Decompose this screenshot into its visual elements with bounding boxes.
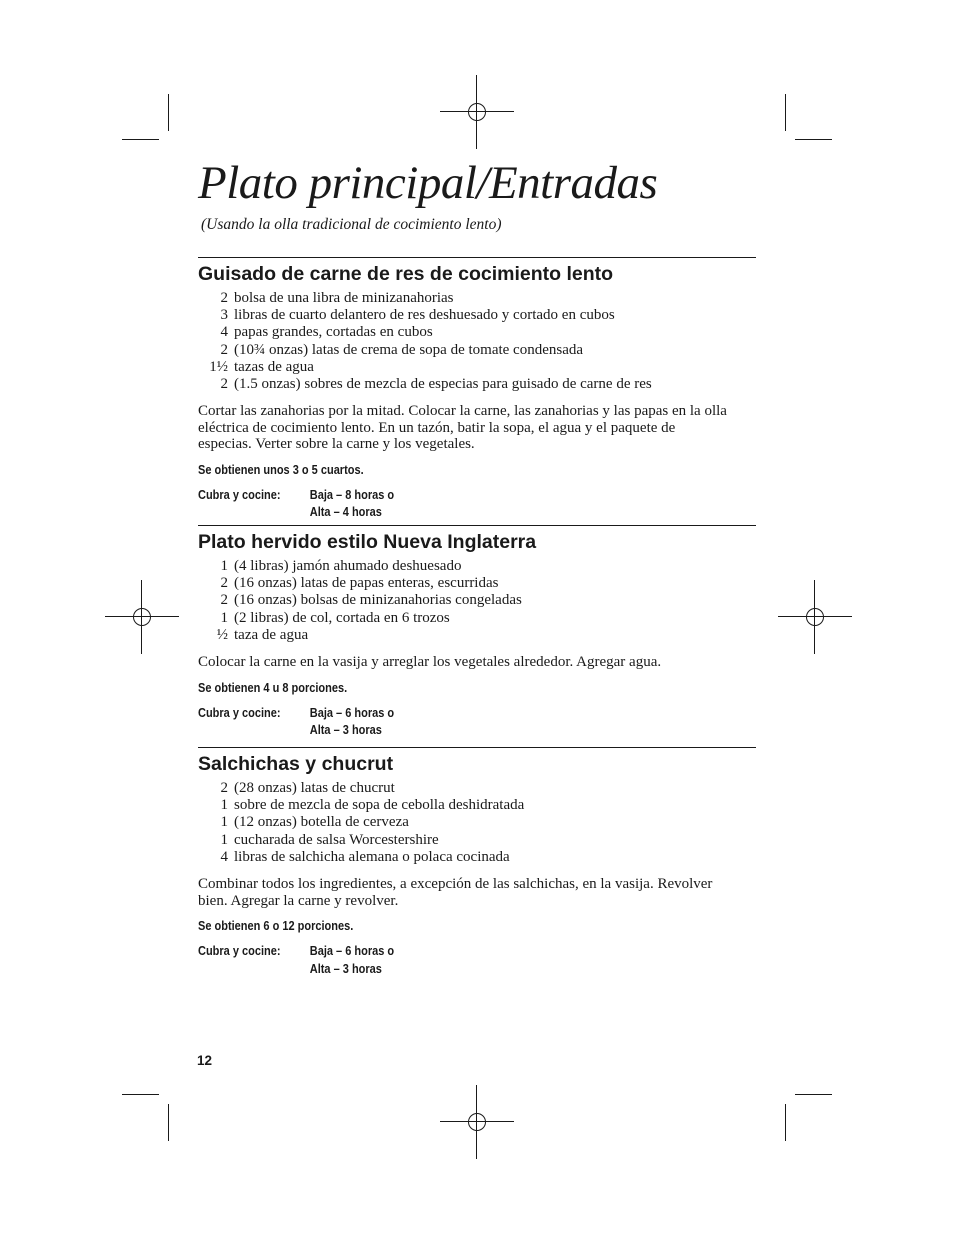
crop-mark xyxy=(785,1104,786,1141)
ingredient-text: (16 onzas) bolsas de minizanahorias congeladas xyxy=(234,592,522,609)
registration-mark xyxy=(440,1085,514,1159)
ingredient-text: bolsa de una libra de minizanahorias xyxy=(234,290,454,306)
ingredient-text: (2 libras) de col, cortada en 6 trozos xyxy=(234,609,450,626)
ingredient-list xyxy=(198,780,756,866)
ingredient-item xyxy=(198,797,756,814)
section-divider xyxy=(198,525,756,526)
ingredient-qty: 1 xyxy=(220,558,228,574)
crop-mark xyxy=(785,94,786,131)
registration-mark xyxy=(440,75,514,149)
crop-mark xyxy=(168,94,169,131)
cook-high: Alta – 3 horas xyxy=(309,961,382,976)
crop-mark xyxy=(795,139,832,140)
cook-times xyxy=(310,487,394,522)
cook-times xyxy=(310,705,394,740)
crop-mark xyxy=(795,1094,832,1095)
page-title: Plato principal/Entradas xyxy=(198,157,658,209)
ingredient-item xyxy=(198,376,756,393)
ingredient-qty: 2 xyxy=(220,290,228,306)
recipe-yield: Se obtienen 4 u 8 porciones. xyxy=(198,680,348,695)
cook-label: Cubra y cocine: xyxy=(198,705,281,720)
ingredient-qty: ½ xyxy=(216,626,228,643)
ingredient-item xyxy=(198,780,756,797)
ingredient-item xyxy=(198,849,756,866)
cook-label: Cubra y cocine: xyxy=(198,487,281,502)
recipe-yield: Se obtienen 6 o 12 porciones. xyxy=(198,919,354,934)
recipe-title: Plato hervido estilo Nueva Inglaterra xyxy=(198,531,537,553)
cook-instructions xyxy=(198,705,689,740)
ingredient-item xyxy=(198,592,756,609)
recipe-guisado xyxy=(198,257,756,522)
ingredient-text: (16 onzas) latas de papas enteras, escurridas xyxy=(234,575,499,592)
ingredient-text: papas grandes, cortadas en cubos xyxy=(234,324,433,341)
ingredient-qty: 2 xyxy=(220,780,228,796)
ingredient-text: (1.5 onzas) sobres de mezcla de especias para guisado de carne de res xyxy=(234,376,652,393)
cook-low: Baja – 8 horas o xyxy=(309,487,395,502)
ingredient-list xyxy=(198,290,756,393)
ingredient-qty: 1½ xyxy=(209,358,228,375)
ingredient-list xyxy=(198,558,756,644)
ingredient-qty: 2 xyxy=(220,341,228,358)
ingredient-item xyxy=(198,627,756,644)
ingredient-text: tazas de agua xyxy=(234,358,314,375)
recipe-method: Combinar todos los ingredientes, a excepción de las salchichas, en la vasija. Revolver bien. Agregar la carne y revolver. xyxy=(198,876,713,909)
cook-low: Baja – 6 horas o xyxy=(309,705,395,720)
cook-low: Baja – 6 horas o xyxy=(309,944,395,959)
ingredient-qty: 1 xyxy=(220,797,228,814)
section-divider xyxy=(198,257,756,258)
ingredient-item xyxy=(198,832,756,849)
recipe-title: Salchichas y chucrut xyxy=(198,753,394,775)
cook-high: Alta – 4 horas xyxy=(309,505,382,520)
ingredient-qty: 1 xyxy=(220,814,228,831)
ingredient-text: libras de cuarto delantero de res deshuesado y cortado en cubos xyxy=(234,307,615,324)
crop-mark xyxy=(122,139,159,140)
cook-instructions xyxy=(198,943,689,978)
cook-label: Cubra y cocine: xyxy=(198,944,281,959)
ingredient-item xyxy=(198,359,756,376)
recipe-title: Guisado de carne de res de cocimiento lento xyxy=(198,263,614,285)
page-number: 12 xyxy=(197,1053,213,1068)
ingredient-item xyxy=(198,342,756,359)
ingredient-text: libras de salchicha alemana o polaca cocinada xyxy=(234,848,510,865)
registration-mark xyxy=(105,580,179,654)
ingredient-qty: 2 xyxy=(220,376,228,393)
cook-times xyxy=(310,943,394,978)
ingredient-item xyxy=(198,558,756,575)
cook-high: Alta – 3 horas xyxy=(309,723,382,738)
ingredient-item xyxy=(198,814,756,831)
crop-mark xyxy=(122,1094,159,1095)
crop-mark xyxy=(168,1104,169,1141)
ingredient-item xyxy=(198,290,756,307)
ingredient-text: sobre de mezcla de sopa de cebolla deshidratada xyxy=(234,797,525,814)
ingredient-text: taza de agua xyxy=(234,626,309,643)
ingredient-item xyxy=(198,324,756,341)
recipe-salchichas xyxy=(198,747,756,978)
ingredient-qty: 3 xyxy=(220,307,228,324)
cook-instructions xyxy=(198,487,689,522)
recipe-method: Colocar la carne en la vasija y arreglar los vegetales alrededor. Agregar agua. xyxy=(198,654,662,671)
ingredient-item xyxy=(198,610,756,627)
ingredient-item xyxy=(198,307,756,324)
ingredient-qty: 1 xyxy=(220,831,228,848)
registration-mark xyxy=(778,580,852,654)
section-divider xyxy=(198,747,756,748)
page-subtitle: (Usando la olla tradicional de cocimiento lento) xyxy=(201,216,502,233)
ingredient-qty: 2 xyxy=(220,575,228,592)
ingredient-text: (4 libras) jamón ahumado deshuesado xyxy=(234,558,462,574)
ingredient-item xyxy=(198,575,756,592)
recipe-yield: Se obtienen unos 3 o 5 cuartos. xyxy=(198,462,364,477)
ingredient-text: (12 onzas) botella de cerveza xyxy=(234,814,409,831)
ingredient-qty: 2 xyxy=(220,592,228,609)
ingredient-text: (28 onzas) latas de chucrut xyxy=(234,780,395,796)
ingredient-text: (10¾ onzas) latas de crema de sopa de tomate condensada xyxy=(234,341,584,358)
ingredient-qty: 4 xyxy=(220,324,228,341)
ingredient-text: cucharada de salsa Worcestershire xyxy=(234,831,439,848)
ingredient-qty: 4 xyxy=(220,848,228,865)
recipe-method: Cortar las zanahorias por la mitad. Colocar la carne, las zanahorias y las papas en la olla eléctrica de cocimiento lento. En un tazón, batir la sopa, el agua y el paquete de especias. Verter sobre la carne y los vegetales. xyxy=(198,403,727,453)
recipe-plato-hervido xyxy=(198,525,756,740)
ingredient-qty: 1 xyxy=(220,609,228,626)
